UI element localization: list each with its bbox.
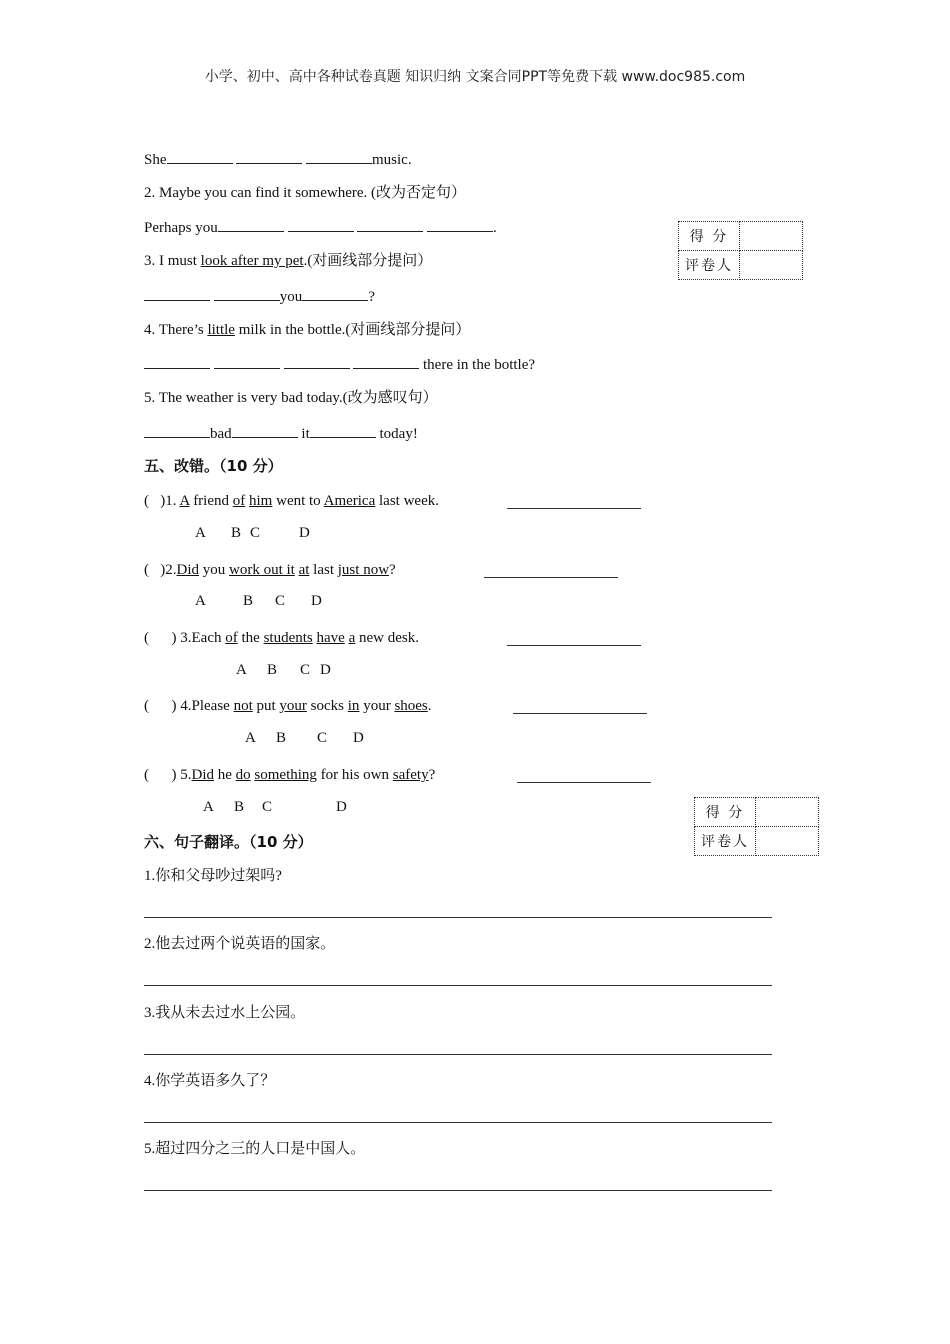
- underlined-word: something: [254, 767, 317, 783]
- answer-paren[interactable]: (: [144, 493, 161, 509]
- grader-cell[interactable]: [756, 827, 819, 856]
- blank[interactable]: [427, 217, 493, 232]
- translate-item: 2.他去过两个说英语的国家。: [144, 936, 336, 952]
- blank[interactable]: [353, 354, 419, 369]
- rewrite-q1-answer: She music.: [144, 149, 412, 170]
- score-cell[interactable]: [756, 798, 819, 827]
- blank[interactable]: [236, 149, 302, 164]
- answer-line[interactable]: [144, 1054, 772, 1055]
- translate-item: 5.超过四分之三的人口是中国人。: [144, 1141, 366, 1157]
- blank[interactable]: [306, 149, 372, 164]
- grader-cell[interactable]: [740, 251, 803, 280]
- correction-item: ( )1. A friend of him went to America last week.: [144, 493, 439, 509]
- rewrite-q2: 2. Maybe you can find it somewhere. (改为否定句）: [144, 185, 467, 201]
- answer-paren[interactable]: (: [144, 630, 172, 646]
- grader-label: 评卷人: [695, 827, 756, 856]
- correction-item: ( ) 3.Each of the students have a new desk.: [144, 630, 419, 646]
- rewrite-q4: 4. There’s little milk in the bottle.(对画线部分提问）: [144, 322, 471, 338]
- option-letter: D: [320, 662, 331, 678]
- option-letter: A: [203, 799, 214, 815]
- rewrite-q4-answer: there in the bottle?: [144, 354, 535, 375]
- option-letter: C: [250, 525, 261, 541]
- correction-answer-line[interactable]: [507, 508, 641, 509]
- option-letter: A: [195, 593, 206, 609]
- underlined-word: just now: [337, 562, 390, 578]
- page-header: 小学、初中、高中各种试卷真题 知识归纳 文案合同PPT等免费下载 www.doc985.com: [204, 69, 746, 85]
- score-box: [678, 221, 803, 280]
- translate-item: 4.你学英语多久了？: [144, 1073, 276, 1089]
- score-label: 得 分: [679, 222, 740, 251]
- answer-line[interactable]: [144, 1190, 772, 1191]
- blank[interactable]: [167, 149, 233, 164]
- underlined-word: at: [298, 562, 310, 578]
- rewrite-q2-answer: Perhaps you .: [144, 217, 497, 238]
- blank[interactable]: [284, 354, 350, 369]
- underlined-word: not: [233, 698, 253, 714]
- rewrite-q3-answer: you ?: [144, 286, 375, 307]
- rewrite-q5: 5. The weather is very bad today.(改为感叹句）: [144, 390, 438, 406]
- option-letter: B: [267, 662, 278, 678]
- option-letter: C: [275, 593, 286, 609]
- option-letter: D: [299, 525, 310, 541]
- option-letter: A: [245, 730, 256, 746]
- option-letter: B: [231, 525, 242, 541]
- option-letter: B: [276, 730, 287, 746]
- underlined-word: work out it: [229, 562, 295, 578]
- answer-line[interactable]: [144, 985, 772, 986]
- answer-line[interactable]: [144, 1122, 772, 1123]
- correction-answer-line[interactable]: [513, 713, 647, 714]
- option-letter: D: [311, 593, 322, 609]
- score-cell[interactable]: [740, 222, 803, 251]
- option-letter: A: [236, 662, 247, 678]
- answer-line[interactable]: [144, 917, 772, 918]
- rewrite-q3: 3. I must look after my pet.(对画线部分提问）: [144, 253, 433, 269]
- section6-title: 六、句子翻译。（10 分）: [144, 833, 313, 851]
- blank[interactable]: [288, 217, 354, 232]
- blank[interactable]: [214, 286, 280, 301]
- underlined-word: shoes: [394, 698, 428, 714]
- translate-item: 1.你和父母吵过架吗?: [144, 868, 282, 884]
- blank[interactable]: [144, 423, 210, 438]
- underlined-word: America: [323, 493, 376, 509]
- blank[interactable]: [357, 217, 423, 232]
- underlined-word: safety: [392, 767, 429, 783]
- correction-answer-line[interactable]: [484, 577, 618, 578]
- option-letter: B: [243, 593, 254, 609]
- blank[interactable]: [214, 354, 280, 369]
- blank[interactable]: [144, 286, 210, 301]
- translate-item: 3.我从未去过水上公园。: [144, 1005, 306, 1021]
- correction-answer-line[interactable]: [507, 645, 641, 646]
- score-label: 得 分: [695, 798, 756, 827]
- underlined-word: of: [232, 493, 246, 509]
- option-letter: C: [317, 730, 328, 746]
- correction-item: ( ) 5.Did he do something for his own safety?: [144, 767, 436, 783]
- underlined-word: a: [348, 630, 356, 646]
- answer-paren[interactable]: (: [144, 562, 161, 578]
- underlined-word: students: [263, 630, 313, 646]
- underlined-word: Did: [191, 767, 214, 783]
- underlined-word: him: [249, 493, 273, 509]
- underlined-word: of: [225, 630, 238, 646]
- option-letter: D: [353, 730, 364, 746]
- option-letter: C: [300, 662, 311, 678]
- underlined-word: in: [347, 698, 360, 714]
- correction-item: ( ) 4.Please not put your socks in your shoes.: [144, 698, 432, 714]
- rewrite-q5-answer: bad it today!: [144, 423, 418, 444]
- blank[interactable]: [302, 286, 368, 301]
- blank[interactable]: [144, 354, 210, 369]
- blank[interactable]: [218, 217, 284, 232]
- correction-answer-line[interactable]: [517, 782, 651, 783]
- answer-paren[interactable]: (: [144, 698, 172, 714]
- option-letter: A: [195, 525, 206, 541]
- blank[interactable]: [232, 423, 298, 438]
- blank[interactable]: [310, 423, 376, 438]
- underlined-word: Did: [176, 562, 199, 578]
- score-box: [694, 797, 819, 856]
- underlined-word: do: [235, 767, 251, 783]
- option-letter: B: [234, 799, 245, 815]
- option-letter: C: [262, 799, 273, 815]
- grader-label: 评卷人: [679, 251, 740, 280]
- option-letter: D: [336, 799, 347, 815]
- correction-item: ( )2.Did you work out it at last just now?: [144, 562, 396, 578]
- underlined-word: have: [316, 630, 345, 646]
- underlined-word: A: [179, 493, 190, 509]
- section5-title: 五、改错。（10 分）: [144, 457, 283, 475]
- answer-paren[interactable]: (: [144, 767, 172, 783]
- underlined-word: your: [279, 698, 307, 714]
